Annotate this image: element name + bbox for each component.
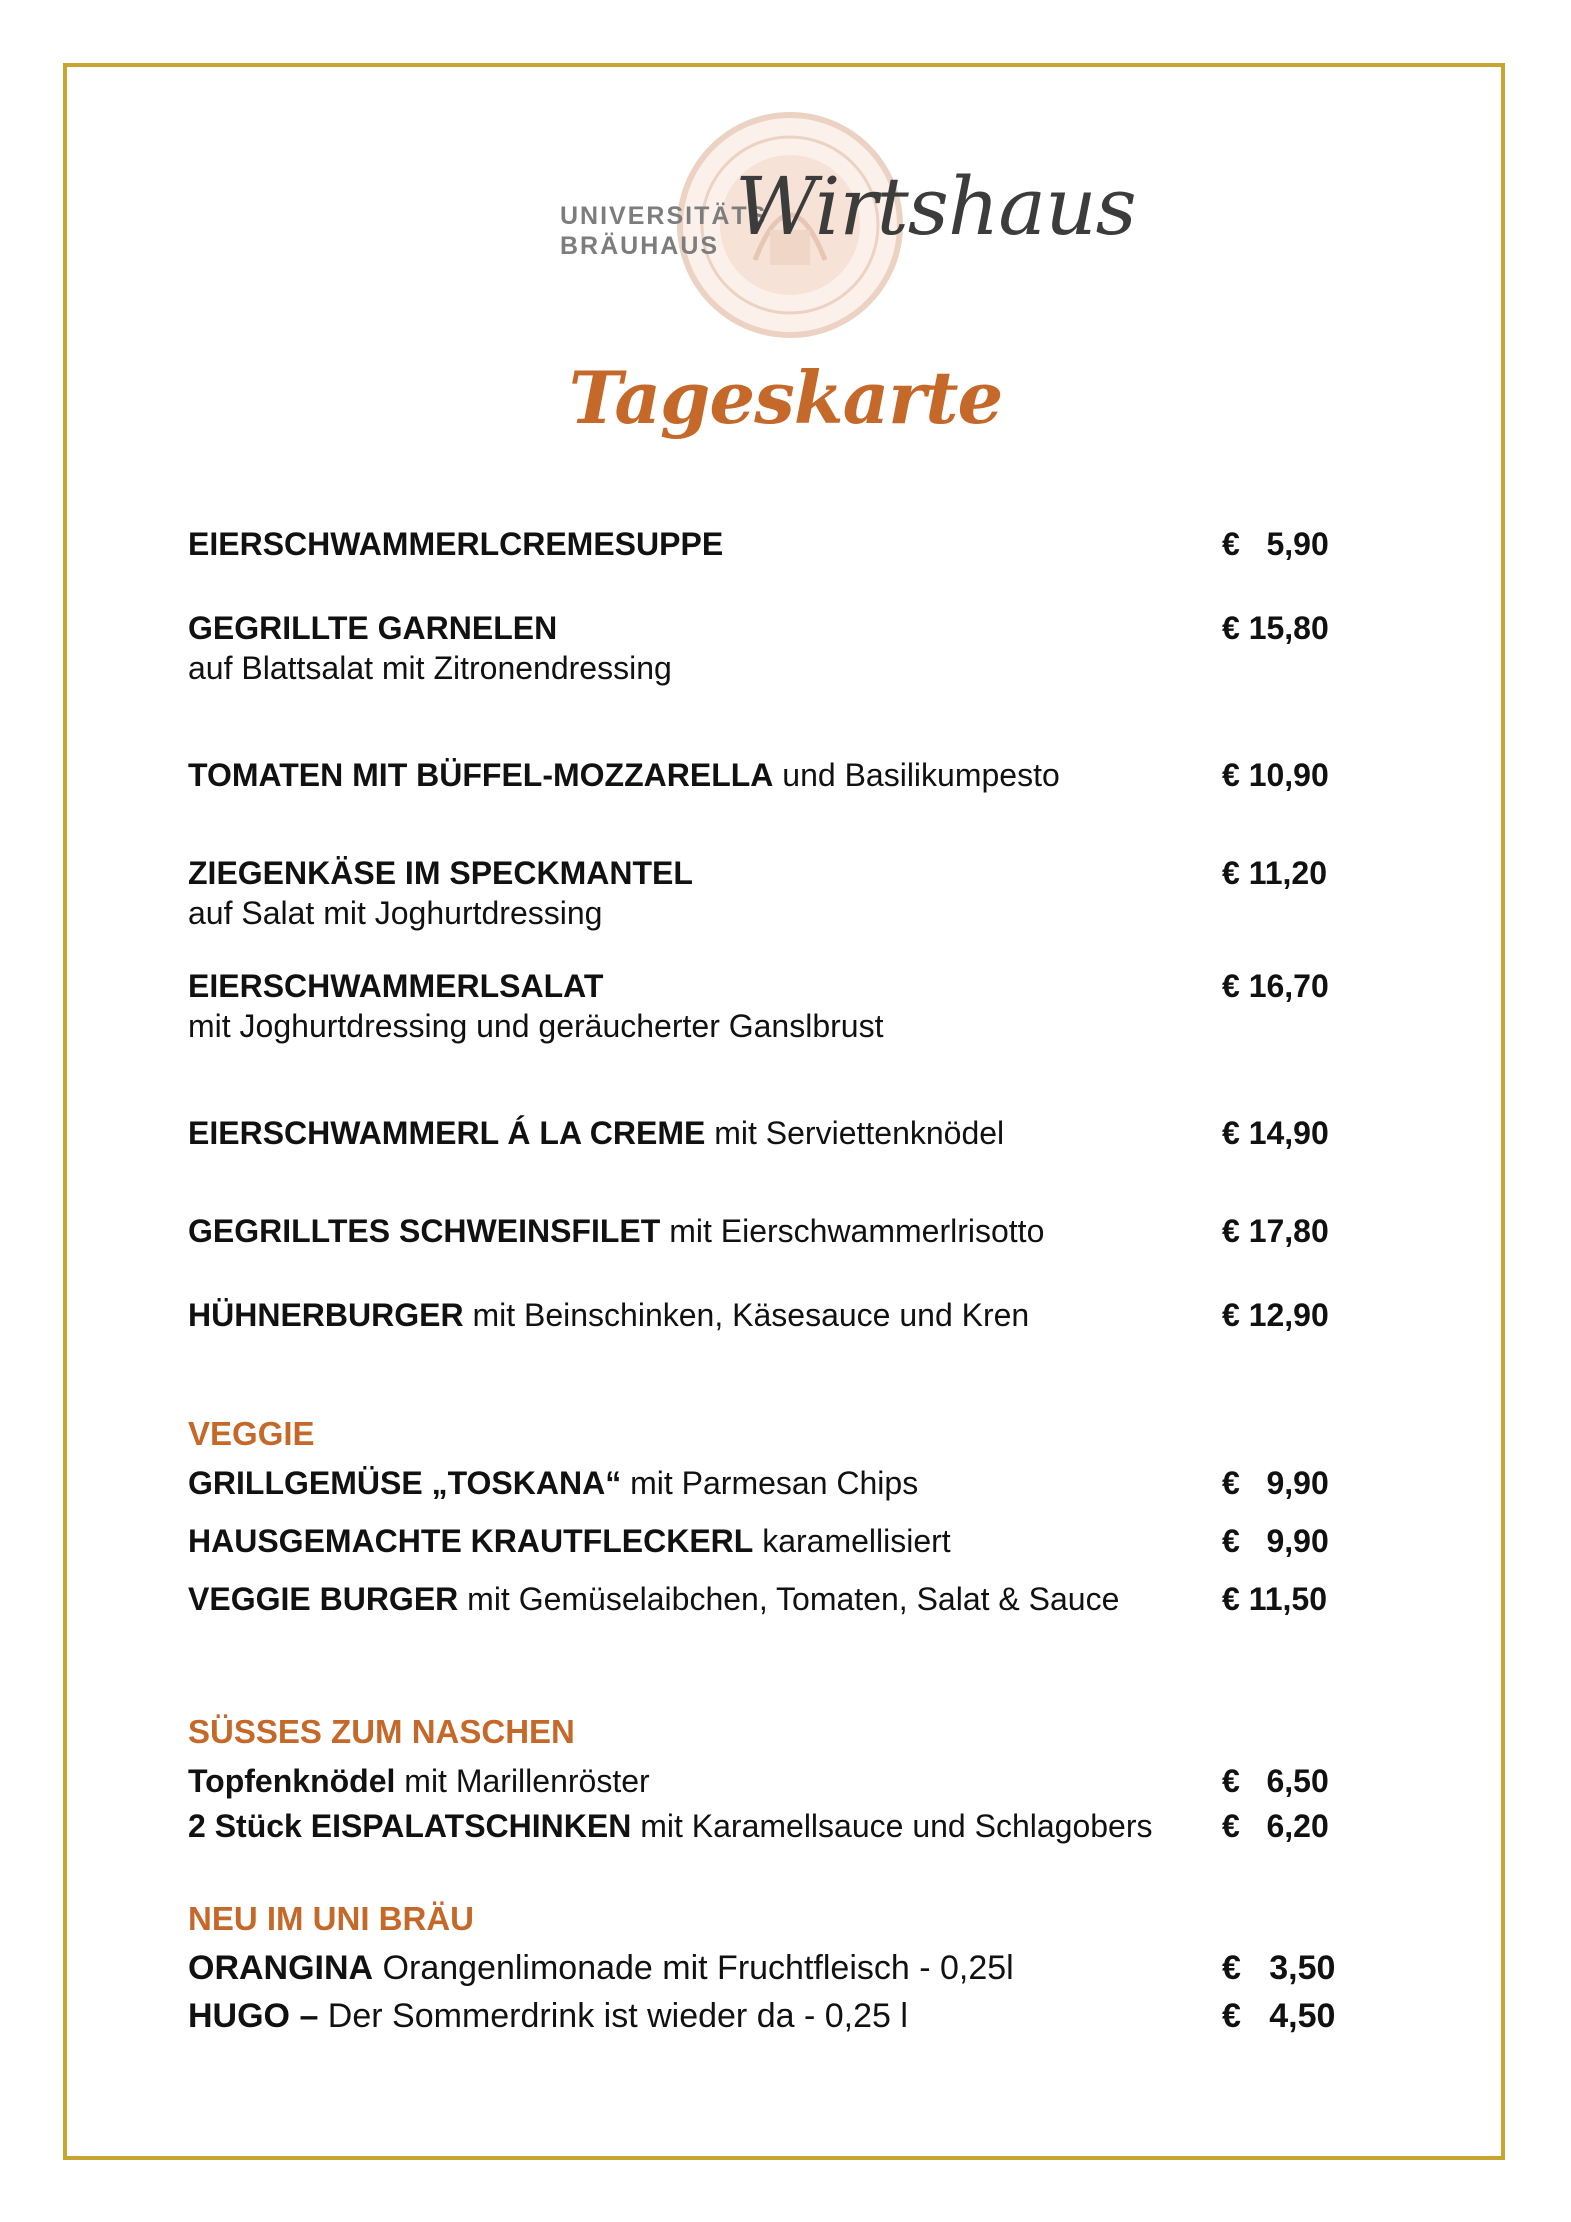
- item-desc: und Basilikumpesto: [773, 757, 1060, 793]
- logo: [540, 105, 1136, 355]
- menu-item: [188, 966, 1338, 1046]
- item-name: HÜHNERBURGER: [188, 1297, 464, 1333]
- item-price: € 12,90: [1222, 1297, 1329, 1333]
- item-price: € 4,50: [1222, 1997, 1336, 2035]
- item-name: GEGRILLTES SCHWEINSFILET: [188, 1213, 661, 1249]
- item-subtitle: auf Blattsalat mit Zitronendressing: [188, 650, 672, 686]
- item-desc: mit Parmesan Chips: [621, 1465, 919, 1501]
- item-price: € 15,80: [1222, 610, 1329, 646]
- item-name: 2 Stück EISPALATSCHINKEN: [188, 1808, 632, 1844]
- menu-item: [188, 1521, 1338, 1561]
- item-desc: mit Eierschwammerlrisotto: [660, 1213, 1045, 1249]
- menu-item: [188, 524, 1338, 564]
- item-price: € 10,90: [1222, 757, 1329, 793]
- item-price: € 17,80: [1222, 1213, 1329, 1249]
- item-price: € 6,20: [1222, 1808, 1329, 1844]
- item-name: ZIEGENKÄSE IM SPECKMANTEL: [188, 855, 693, 891]
- item-price: € 11,20: [1222, 855, 1327, 891]
- item-price: € 5,90: [1222, 526, 1329, 562]
- section-heading-sweets: SÜSSES ZUM NASCHEN: [188, 1713, 575, 1750]
- item-name: VEGGIE BURGER: [188, 1581, 459, 1617]
- item-name: EIERSCHWAMMERLCREMESUPPE: [188, 526, 724, 562]
- item-desc: mit Karamellsauce und Schlagobers: [631, 1808, 1153, 1844]
- menu-item: [188, 1579, 1338, 1619]
- menu-item: [188, 755, 1338, 795]
- item-subtitle: mit Joghurtdressing und geräucherter Ganslbrust: [188, 1008, 884, 1044]
- menu-item: [188, 1761, 1338, 1801]
- menu-item: [188, 1996, 1338, 2036]
- item-name: ORANGINA: [188, 1949, 374, 1987]
- menu-item: [188, 608, 1338, 688]
- item-desc: mit Gemüselaibchen, Tomaten, Salat & Sauce: [458, 1581, 1120, 1617]
- logo-text-line1: UNIVERSITÄTS: [560, 202, 768, 230]
- item-desc: mit Marillenröster: [395, 1763, 650, 1799]
- item-name: GRILLGEMÜSE „TOSKANA“: [188, 1465, 622, 1501]
- item-desc: mit Beinschinken, Käsesauce und Kren: [463, 1297, 1030, 1333]
- item-price: € 14,90: [1222, 1115, 1329, 1151]
- menu-item: [188, 853, 1338, 933]
- item-name: HUGO –: [188, 1997, 319, 2035]
- item-name: EIERSCHWAMMERL Á LA CREME: [188, 1115, 706, 1151]
- menu-item: [188, 1295, 1338, 1335]
- section-heading-new: NEU IM UNI BRÄU: [188, 1900, 474, 1937]
- menu-item: [188, 1113, 1338, 1153]
- item-name: HAUSGEMACHTE KRAUTFLECKERL: [188, 1523, 754, 1559]
- item-price: € 3,50: [1222, 1949, 1336, 1987]
- logo-script: Wirtshaus: [735, 160, 1136, 253]
- item-desc: mit Serviettenknödel: [705, 1115, 1005, 1151]
- menu-item: [188, 1463, 1338, 1503]
- item-name: EIERSCHWAMMERLSALAT: [188, 968, 604, 1004]
- section-heading-veggie: VEGGIE: [188, 1415, 315, 1452]
- menu-item: [188, 1948, 1338, 1988]
- logo-text-line2: BRÄUHAUS: [560, 232, 720, 260]
- item-name: GEGRILLTE GARNELEN: [188, 610, 558, 646]
- item-desc: Der Sommerdrink ist wieder da - 0,25 l: [318, 1997, 908, 2035]
- item-name: TOMATEN MIT BÜFFEL-MOZZARELLA: [188, 757, 774, 793]
- menu-item: [188, 1211, 1338, 1251]
- item-name: Topfenknödel: [188, 1763, 396, 1799]
- menu-item: [188, 1806, 1338, 1846]
- item-price: € 16,70: [1222, 968, 1329, 1004]
- item-price: € 11,50: [1222, 1581, 1327, 1617]
- item-price: € 6,50: [1222, 1763, 1329, 1799]
- item-price: € 9,90: [1222, 1465, 1329, 1501]
- page-title: Tageskarte: [568, 355, 1003, 440]
- item-price: € 9,90: [1222, 1523, 1329, 1559]
- item-subtitle: auf Salat mit Joghurtdressing: [188, 895, 603, 931]
- item-desc: Orangenlimonade mit Fruchtfleisch - 0,25l: [373, 1949, 1014, 1987]
- item-desc: karamellisiert: [753, 1523, 951, 1559]
